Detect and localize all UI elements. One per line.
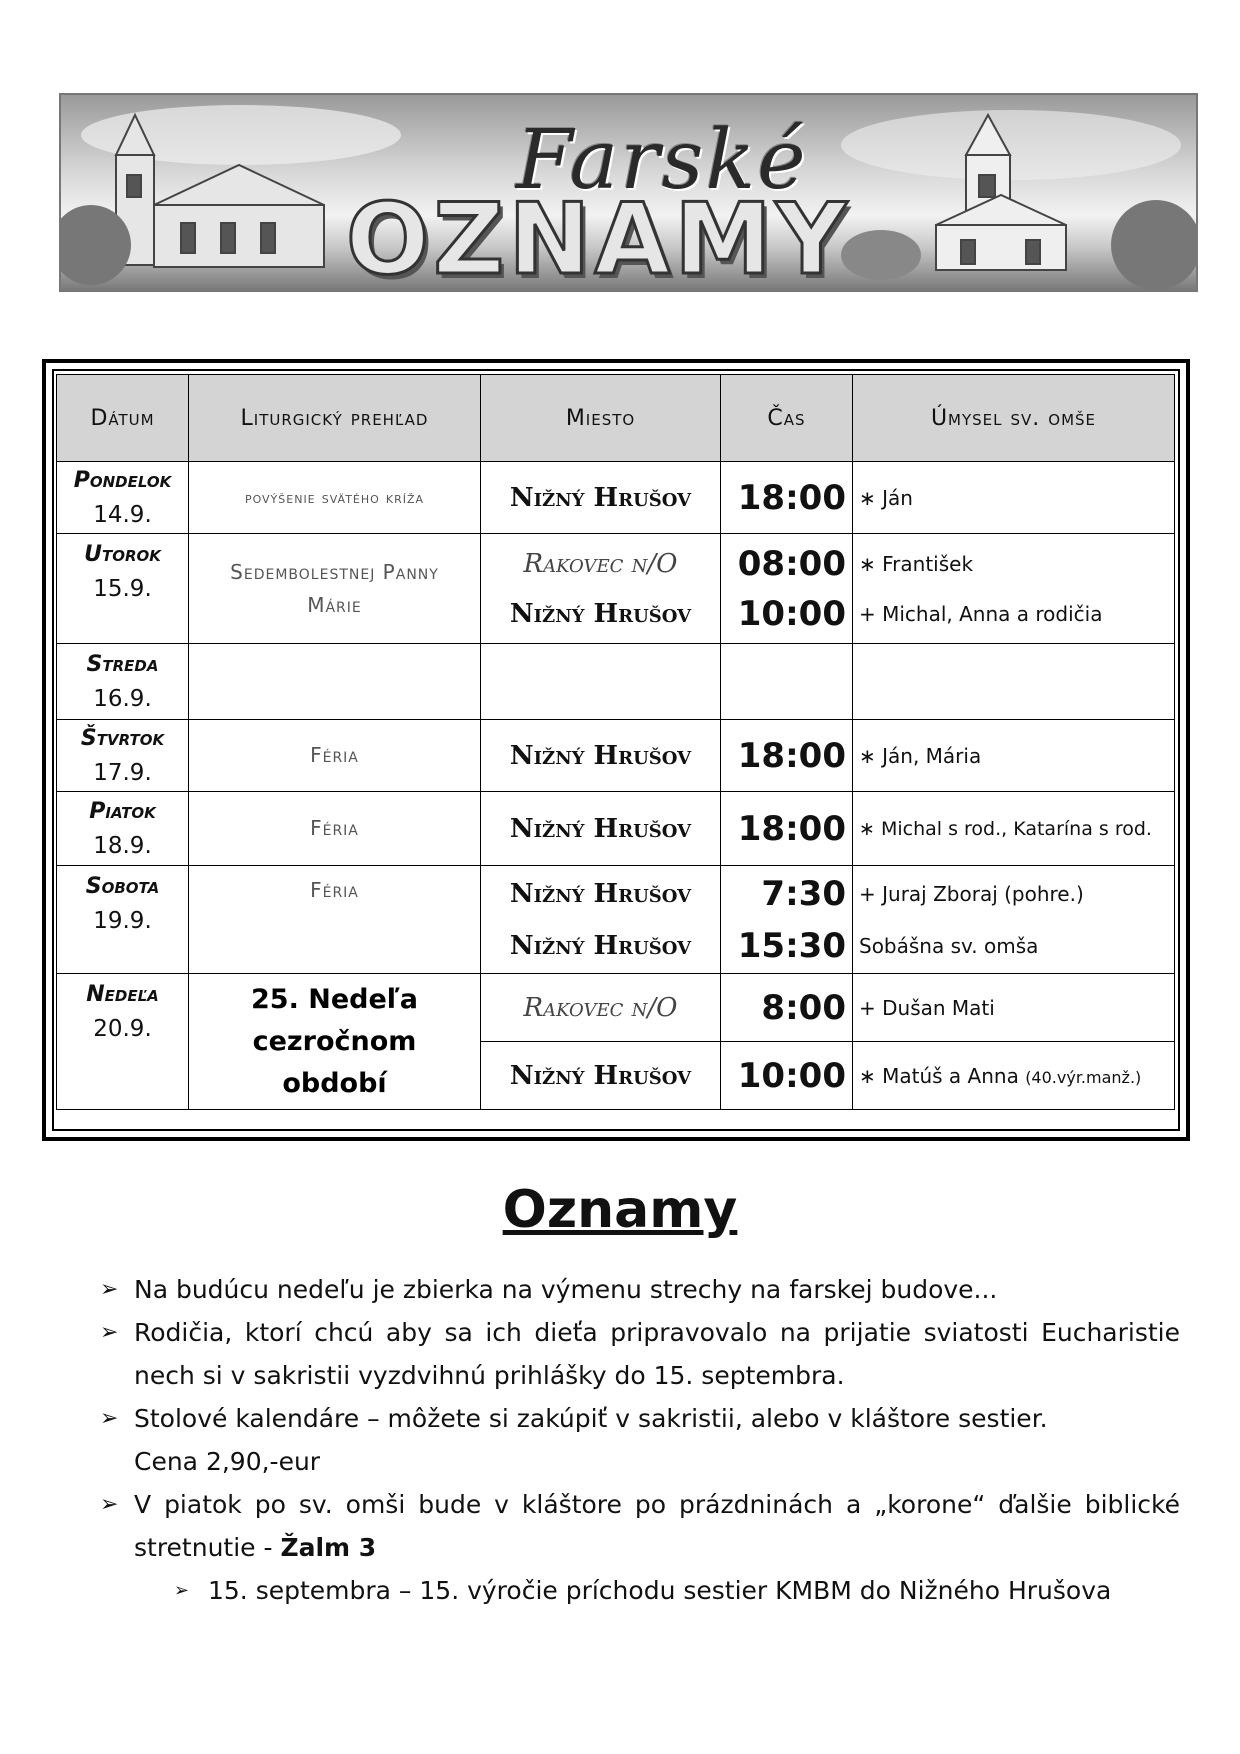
announcement-line: Cena 2,90,-eur — [134, 1447, 321, 1476]
time-cell: 18:00 — [721, 462, 853, 534]
place-cell: Nižný Hrušov — [481, 720, 721, 792]
table-row — [57, 534, 1175, 644]
day-name: Piatok — [89, 798, 156, 824]
arrow-bullet-icon: ➢ — [100, 1320, 119, 1345]
day-cell — [57, 974, 189, 1110]
liturgy-cell: Féria — [189, 720, 481, 792]
day-cell — [57, 720, 189, 792]
intention-text: ∗ Matúš a Anna — [859, 1063, 1019, 1088]
time-cell: 18:00 — [721, 792, 853, 866]
announcement-bold: Žalm 3 — [280, 1533, 377, 1562]
time-cell: 10:00 — [721, 1042, 853, 1110]
arrow-bullet-icon: ➢ — [100, 1492, 119, 1517]
announcements-list — [100, 1268, 1180, 1612]
header-date: Dátum — [57, 375, 189, 462]
place-text: Nižný Hrušov — [509, 598, 692, 629]
header-liturgy: Liturgický prehľad — [189, 375, 481, 462]
arrow-bullet-icon: ➢ — [100, 1277, 119, 1302]
time-text: 7:30 — [761, 873, 846, 914]
day-date: 16.9. — [93, 685, 152, 712]
time-cell — [721, 534, 853, 644]
time-text: 10:00 — [737, 593, 846, 634]
header-place: Miesto — [481, 375, 721, 462]
intention-text: ∗ František — [859, 551, 974, 576]
place-cell — [481, 644, 721, 720]
intention-text: Sobášna sv. omša — [859, 933, 1039, 958]
announcement-text: 15. septembra – 15. výročie príchodu sestier KMBM do Nižného Hrušova — [208, 1576, 1112, 1605]
day-name: Pondelok — [73, 467, 172, 493]
day-name: Nedeľa — [86, 982, 159, 1007]
table-row — [57, 462, 1175, 534]
list-item — [100, 1311, 1180, 1397]
table-row — [57, 644, 1175, 720]
intention-text: + Michal, Anna a rodičia — [859, 601, 1103, 626]
header-banner — [59, 93, 1198, 292]
day-name: Sobota — [85, 874, 160, 899]
place-cell: Nižný Hrušov — [481, 792, 721, 866]
time-text: 08:00 — [737, 543, 846, 584]
table-row — [57, 792, 1175, 866]
time-cell — [721, 866, 853, 974]
day-date: 17.9. — [93, 759, 152, 786]
intention-note: (40.výr.manž.) — [1025, 1067, 1142, 1087]
day-name: Utorok — [84, 542, 161, 567]
day-cell — [57, 792, 189, 866]
place-text: Nižný Hrušov — [509, 930, 692, 961]
time-cell: 18:00 — [721, 720, 853, 792]
day-name: Štvrtok — [80, 725, 165, 751]
intention-cell: ∗ Ján — [853, 462, 1175, 534]
banner-block-title: OZNAMY — [346, 183, 851, 292]
table-row — [57, 974, 1175, 1042]
day-date: 19.9. — [93, 908, 152, 934]
table-row — [57, 866, 1175, 974]
list-item — [174, 1569, 1180, 1612]
announcements-title: Oznamy — [502, 1180, 738, 1240]
announcement-text: Na budúcu nedeľu je zbierka na výmenu strechy na farskej budove... — [134, 1275, 998, 1304]
intention-cell — [853, 1042, 1175, 1110]
place-cell: Rakovec n/O — [481, 974, 721, 1042]
intention-cell: ∗ Michal s rod., Katarína s rod. — [853, 792, 1175, 866]
liturgy-cell — [189, 534, 481, 644]
list-item — [100, 1483, 1180, 1569]
arrow-bullet-icon: ➢ — [174, 1580, 190, 1601]
announcement-text: Rodičia, ktorí chcú aby sa ich dieťa pripravovalo na prijatie sviatosti Eucharistie nech si v sakristii vyzdvihnú prihlášky do 15. septembra. — [134, 1318, 1180, 1390]
liturgy-cell: Féria — [189, 792, 481, 866]
announcement-text — [134, 1397, 1180, 1483]
place-cell — [481, 866, 721, 974]
announcement-text — [134, 1483, 1180, 1569]
intention-cell: ∗ Ján, Mária — [853, 720, 1175, 792]
table-row — [57, 720, 1175, 792]
header-intention: Úmysel sv. omše — [853, 375, 1175, 462]
day-cell — [57, 462, 189, 534]
list-item — [100, 1268, 1180, 1311]
intention-text: + Juraj Zboraj (pohre.) — [859, 881, 1084, 906]
place-cell — [481, 534, 721, 644]
day-date: 15.9. — [93, 576, 152, 602]
place-cell: Nižný Hrušov — [481, 1042, 721, 1110]
table-header-row — [57, 375, 1175, 462]
day-date: 18.9. — [93, 832, 152, 859]
day-cell — [57, 534, 189, 644]
intention-cell — [853, 866, 1175, 974]
time-cell: 8:00 — [721, 974, 853, 1042]
day-date: 14.9. — [93, 501, 152, 528]
day-date: 20.9. — [93, 1016, 152, 1042]
mass-schedule-table — [56, 374, 1175, 1110]
intention-cell: + Dušan Mati — [853, 974, 1175, 1042]
liturgy-text: Sedembolestnej Panny Márie — [230, 559, 439, 617]
intention-cell — [853, 644, 1175, 720]
list-item — [100, 1397, 1180, 1483]
place-text: Nižný Hrušov — [509, 878, 692, 909]
liturgy-text: 25. Nedeľa cezročnom období — [251, 983, 418, 1099]
header-time: Čas — [721, 375, 853, 462]
day-name: Streda — [86, 651, 159, 677]
announcement-line: V piatok po sv. omši bude v kláštore po prázdninách a „korone“ ďalšie biblické stretnutie - — [134, 1490, 1180, 1562]
place-text: Rakovec n/O — [523, 548, 678, 579]
arrow-bullet-icon: ➢ — [100, 1406, 119, 1431]
announcement-line: Stolové kalendáre – môžete si zakúpiť v sakristii, alebo v kláštore sestier. — [134, 1404, 1048, 1433]
liturgy-cell — [189, 974, 481, 1110]
day-cell — [57, 866, 189, 974]
banner-script-title: Farské — [516, 113, 808, 208]
liturgy-cell: Féria — [189, 866, 481, 974]
intention-cell — [853, 534, 1175, 644]
liturgy-cell — [189, 644, 481, 720]
day-cell — [57, 644, 189, 720]
time-cell — [721, 644, 853, 720]
place-cell: Nižný Hrušov — [481, 462, 721, 534]
liturgy-cell: povýšenie svätého kríža — [189, 462, 481, 534]
time-text: 15:30 — [737, 925, 846, 966]
